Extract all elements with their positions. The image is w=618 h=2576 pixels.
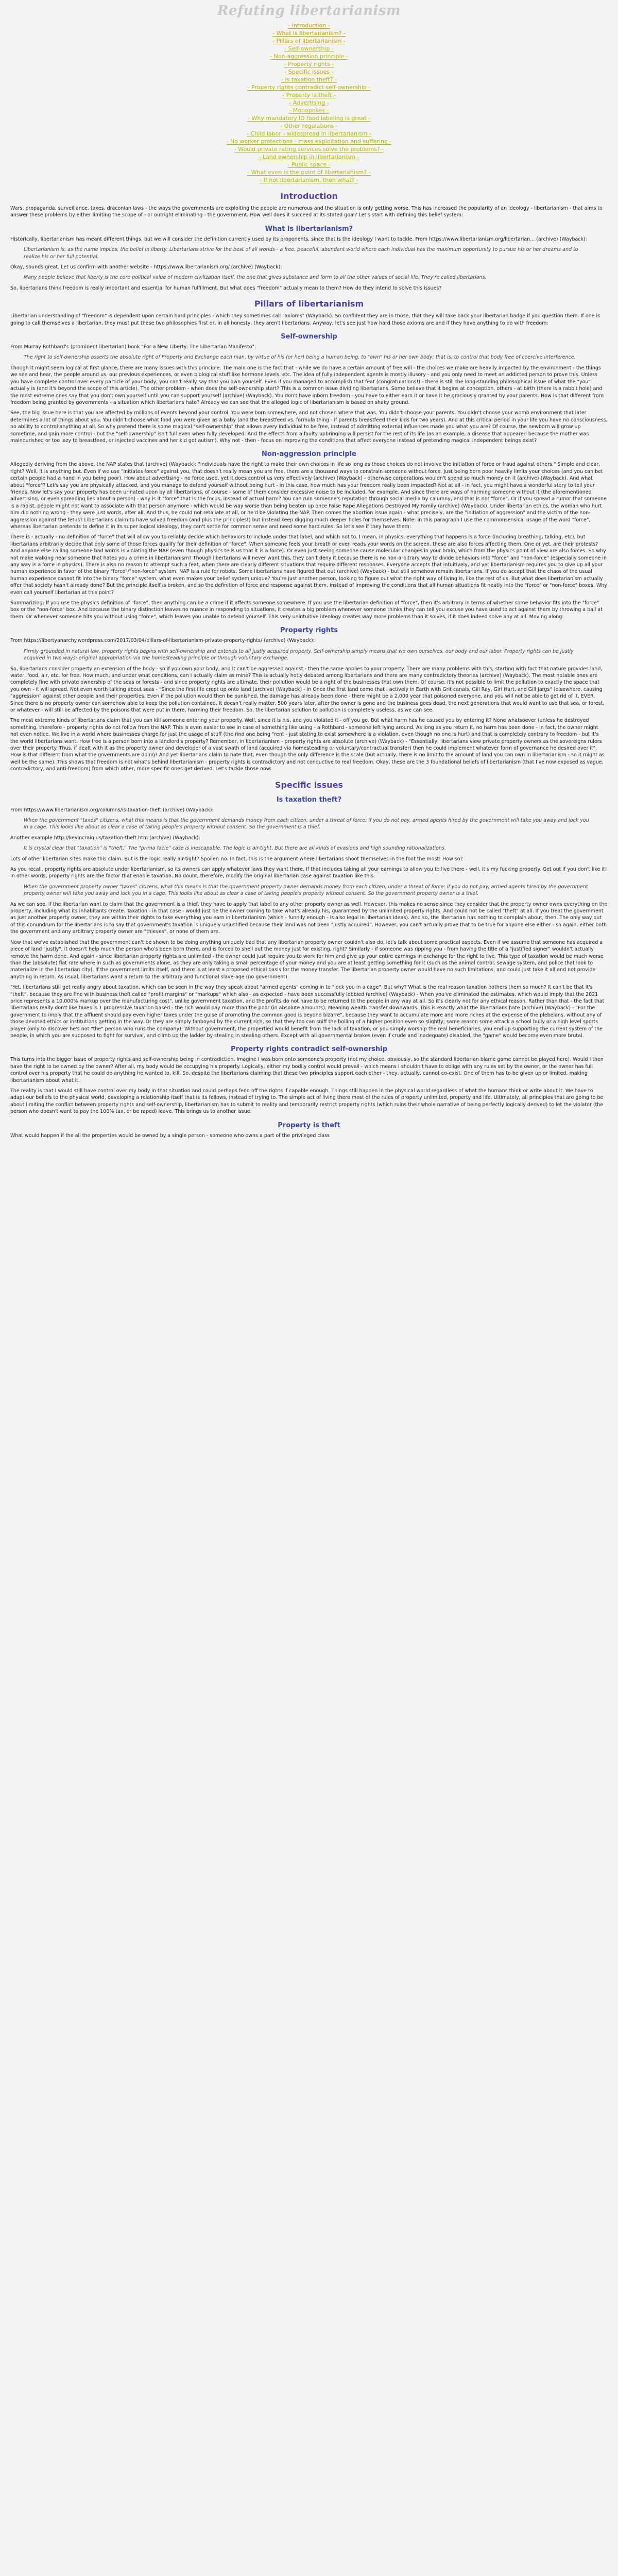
blockquote: When the government property owner "taxes" citizens, what this means is that the government property owner demands money from each citizen, under a threat of force: if you do not pay, armed agents hired by the government property owner will take you away and lock you in a cage. This looks like about as clear a case of taking people's property without consent. So the government property owner is a thief.: [24, 884, 588, 897]
paragraph: Lots of other libertarian sites make this claim. But is the logic really air-tight? Spoiler: no. In fact, this is the argument where libertarians shoot themselves in the foot the most! How so?: [10, 856, 463, 862]
toc-link[interactable]: - If not libertarianism, then what? -: [260, 177, 358, 183]
toc-link[interactable]: - What is libertarianism? -: [272, 30, 346, 37]
toc-link[interactable]: - Public space -: [287, 161, 331, 168]
blockquote: When the government "taxes" citizens, what this means is that the government demands money from each citizen, under a threat of force: if you do not pay, armed agents hired by the government will take you away and lock you in a cage. This looks like about as clear a case of taking people's property without consent. So the government is a thief.: [24, 818, 589, 831]
paragraph: Summarizing: If you use the physics definition of "force", then anything can be a crime if it affects someone somewhere. If you use the libertarian definition of "force", then it's arbitrary in terms of whether some behavior fits into the "force" box or the "non-force" box. And because the binary distinction leaves no nuance in responding to situations, it creates a big problem whenever someone thinks they can tell you excuse you have used to act against them by throwing a ball at them. Or whenever someone hits you without using "force", which leaves you unable to defend yourself. This very unintuitive ideology creates way more problems than it solves, if it does indeed solve any at all. Moving along:: [10, 600, 603, 620]
article-body: [10, 191, 608, 1139]
toc-link[interactable]: - Non-aggression principle -: [270, 53, 348, 60]
table-of-contents: [154, 22, 464, 184]
paragraph: So, libertarians consider property an extension of the body - so if you own your body, and it can't be aggressed against - then the same applies to your property. There are many problems with this, starting with fact that nature provides land, water, food, air, etc. for free. How much, and under what conditions, can I actually claim as mine? This is actually hotly debated among libertarians and there are many contradictory theories (archive) (Wayback). The most notable ones are completely fine with private ownership of the seas or forests - and since property rights are ultimate, their pollution would be a right of the businesses that own them. Of course, it's not possible to limit the pollution to exactly the space that you own - it will spread. Not even worth talking about seas - "Since the first life crept up onto land (archive) (Wayback) - in Once the first land come that I actively in Earth with Grit canals, Gill Ray, Girl Hart, and Gill Jargs" (elsewhere, causing "aggression" against other people and their properties. Even if the pollution would then be punished, the damage has already been done - there might be a 2,000 year that poisoned everyone, and you will not be able to get rid of it, EVER. Since there is no property owner can somehow able to keep the pollution contained, it doesn't really matter. 500 years later, after the owner is gone and the business goes dead, the next generations that would want to use that sea, or forest, or whatever - will still be affected by the poisons that were put in there, harming their freedom. So, the libertarian solution to pollution is completely useless, as we can see.: [10, 666, 605, 713]
paragraph: From Murray Rothbard's (prominent libertarian) book "For a New Liberty: The Libertarian Manifesto":: [10, 344, 256, 350]
paragraph: Allegedly deriving from the above, the NAP states that (archive) (Wayback): "individuals have the right to make their own choices in life so long as those choices do not involve the initiation of force or fraud against others." Simple and clear, right? Well, it is anything but. Even if we use "initiates force" against you, that doesn't really mean you are free, there are a thousand ways to constrain someone without force. Just being born poor heavily limits your choices (and you can bet certain people had a hand in you being poor). How about advertising - no force used, yet it does control us very effectively (archive) (Wayback) - otherwise corporations wouldn't spend so much money on it (archive) (Wayback). And what about "force"? Let's say you are physically attacked, and you manage to defend yourself without being hurt - in this case, how much has your freedom really been impacted? Not at all - in fact, you might have a wonderful story to tell your friends. Now let's say your property has been urinated upon by all libertarians, of course - some of them consider excessive noise to be included, for example. And since there are ways of harming someone without it (the aforementioned advertising, or even spreading lies about a person) - why is it "force" that is the focus, instead of actual harm? You can ruin someone's reputation through social media by calumny, and that is not "force". Or if you spread a rumor that someone is a rapist, people might not want to associate with that person anymore - which would be way worse than being beaten up once False Rape Allegations Destroyed My Family (archive) (Wayback). Under libertarian ethics, the woman who hurt him did nothing wrong - they were just words, after all. And thus, he could not retaliate at all, or he'd be violating the NAP. Then comes the abortion issue again - what precisely, are the "initiation of aggression" and the victim of the non-aggression against the fetus? Libertarians claim to have solved freedom (and plus the principles!) but instead keep digging much deeper holes for themselves. Note: in this paragraph I use the commonsensical usage of the word "force", whereas libertarian pretends to define it in its super logical ideology, they can't settle for common sense and need some hard rules. So let's see if they have them:: [10, 462, 607, 530]
paragraph: There is - actually - no definition of "force" that will allow you to reliably decide which behaviors to include under that label, and which not to. I mean, in physics, everything that happens is a force (including breathing, talking, etc), but libertarians arbitrarily decide that only some of those forces qualify for their definition of "force". When someone feels your breath or even reads your words on the screen, these are also forces affecting them. One or yet, are their protests? And anyone else calling someone bad words is violating the NAP (even though physics tells us that it is a force). Or even just seeing someone cause molecular changes in your brain, which from the physics point of view are also forces. So why not make walking near someone that hates you a crime in libertarianism? Though libertarians will never want this, they can't deny it because there is no non-arbitrary way to divide behaviors into "force" and "non-force" (especially someone in any way is a force in physics). There is also no reason to attempt such a feat, when there are clearly different situations that require different responses. Everyone accepts that intuitively, and yet libertarianism requires you to give up all your human experience in favor of the binary "force"/"non-force" system. NAP is a rule for robots. Some libertarians have figured that out (archive) (Wayback) - but still somehow remain libertarians. If you do accept that the chaos of the usual human experience cannot fit into the binary "force" system, what even makes your belief system unique? You're just another person, looking to figure out what the right way of living is, like the rest of us. But what does libertarianism actually offer that society hasn't already done? But the principle itself is broken, and so the definition of force and response against them, instead of improving the conditions that all human situations fit neatly into the "force" or "non-force" boxes. Why even call yourself libertarian at this point?: [10, 534, 607, 596]
section-title-property-is-theft: Property is theft: [278, 1121, 340, 1129]
paragraph: The reality is that I would still have control over my body in that situation and could perhaps fend off the rights if capable enough. Things still happen in the physical world regardless of what the humans think or write about it. We have to adapt our beliefs to the physical world, developing a relationship itself that is its fellows, instead of trying to. The simple act of living there most of the rules of property unlimited, property and life. Ultimately, all principles that are going to be about limiting the conflict between property rights and self-ownership, libertarianism has to submit to reality and temporarily restrict property rights (which ruins their whole narrative of being perfectly logically derived) to let the violator (the person who doesn't want to pay the 100% tax, or be raped) leave. This brings us to another issue:: [10, 1088, 604, 1115]
section-title-non-aggression: Non-aggression principle: [262, 450, 356, 459]
paragraph: Now that we've established that the government can't be shown to be doing anything uniquely bad that any libertarian property owner couldn't also do, let's talk about some practical aspects. Even if we assume that someone has acquired a piece of land "justly", it doesn't help much the person who's been born there, and is forced to shell out the money just for existing, right? Similarly - if someone was ripping you - from having the title of a "justified signer" wouldn't actually remove the harm done. And again - since libertarian property rights are unlimited - the owner could just require you to work for him and give up your entire earnings in exchange for the right to live. This type of taxation would be much worse than the (absolute) flat rate where in such as governments alone, as they are only taking a small percentage of your money and you are at least getting something for it (such as the animal control, sewage system, and police that look to materialize in the libertarian city). If the government limits itself, and there is at least a proposed ethical basis for the money transfer. The libertarian property owner would have no such limitations, and could just take it all and not provide anything in return. As usual, libertarians want a return to the arbitrary and functional slave-age (no government).: [10, 939, 604, 980]
toc-link[interactable]: - Child labor - widespread in libertarianism -: [247, 130, 371, 137]
section-title-taxation: Is taxation theft?: [276, 795, 342, 804]
blockquote: It is crystal clear that "taxation" is "theft." The "prima facie" case is inescapable. The logic is air-tight. But there are all kinds of evasions and high sounding rationalizations.: [24, 845, 446, 852]
paragraph: Okay, sounds great. Let us confirm with another website - https://www.libertarianism.org/ (archive) (Wayback):: [10, 264, 282, 270]
toc-link[interactable]: - Why mandatory ID food labeling is great -: [247, 115, 370, 122]
toc-link[interactable]: - Property rights -: [284, 61, 334, 67]
toc-link[interactable]: - Is taxation theft? -: [281, 76, 337, 83]
paragraph: From https://www.libertarianism.org/columns/is-taxation-theft (archive) (Wayback):: [10, 807, 214, 813]
paragraph: Though it might seem logical at first glance, there are many issues with this principle. The main one is the fact that - while we do have a certain amount of free will - the choices we make are heavily impacted by the environment - the things we see and hear, the people around us, our previous experiences, or even biological stuff like hormone levels, etc. The idea of fully independent agents is mostly illusory - and you only need to meet an addicted person to prove this. Unless you have complete control over every particle of your body, you can't really say that you own yourself. Even if you managed to accomplish that feat (congratulations!) - there is still the long-standing philosophical issue of what the "you" actually is (and it's beyond the scope of this article). The other problem - when does the self-ownership start? This is a common issue dividing libertarians. Some believe that it begins at conception, others - at birth (there is a rabbit hole) and the most extreme ones say that you don't own yourself until you can support yourself (archive) (Wayback). You don't have inborn freedom - you have to either earn it or have it be graciously granted by your parents. How is that different from freedom being granted by governments - a situation which libertarians hate? Already we can see that the alleged logic of libertarianism is based on shaky ground.: [10, 365, 604, 405]
toc-link[interactable]: - Introduction -: [288, 22, 330, 29]
paragraph: Libertarian understanding of "freedom" is dependent upon certain hard principles - which they sometimes call "axioms" (Wayback). So confident they are in those, that they will take back your libertarian badge if you question them. If one is going to call themselves a libertarian, they must put these two philosophies first or, in all honesty, they aren't libertarians. Anyway, let's see just how hard those axioms are and if they have anything to do with freedom:: [10, 313, 600, 326]
paragraph: What would happen if the all the properties would be owned by a single person - someone who owns a part of the privileged class: [10, 1132, 330, 1139]
section-title-pillars: Pillars of libertarianism: [254, 299, 364, 309]
toc-link[interactable]: - Monopolies -: [289, 107, 329, 114]
paragraph: The most extreme kinds of libertarians claim that you can kill someone entering your property. Well, since it is his, and you violated it - off you go. But what harm has he caused you by entering it? None whatsoever (unless he destroyed something, therefore - property rights do not follow from the NAP. This is even easier to see in case of something like using - a Rothbard - someone left lying around. As long as you return it, no harm has been done - in fact, the owner might not even notice. We live in a world where businesses charge for just the usage of stuff (the rind one being "rent - just stating to exist somewhere is a violation, even though no one is hurt) and that is completely contrary to freedom - but it's the world libertarians want. How free is a person born into a landlord's property? Remember, in libertarianism - property rights are absolute (archive) (Wayback) - "Essentially, libertarians view private property owners as the sovereigns rulers over their property. Thus, if dealt with it as the property owner and developer of a vast swath of land (acquired via homesteading or voluntary/contractual transfer) then he could implement whatever form of governance he desired over it". How is that different from what the governments are doing? And yet libertarians claim to hate that, even though the only difference is the scale (but actually, there is no limit to the amount of land you can own in libertarianism - so it might as well be the same). This shows that freedom is not what's behind libertarianism - property rights is contradictory and not conductive to real freedom. Okay, these are the 3 foundational beliefs of libertarianism (that I've now exposed as vague, contradictory, and anti-freedom) from which other, more specific ones get derived. Let's tackle those now:: [10, 718, 605, 772]
site-header: [0, 0, 618, 184]
toc-link[interactable]: - Advertising -: [289, 99, 329, 106]
paragraph: This turns into the bigger issue of property rights and self-ownership being in contradiction. Imagine I was born onto someone's property (not my choice, obviously, so the standard libertarian blame game cannot be played here). Would I then have the right to be owned by the owner? After all, my body would be occupying his property. Logically, either my bodily control would prevail - which means I shouldn't have to oblige with any rules set by the owner, or the owner has full control over his property that he could do anything he wanted to, kill, So, despite the libertarians claiming that these two principles support each other - they, actually, cannot co-exist. One of them has to be given up or limited, making libertarianism about what it.: [10, 1057, 604, 1083]
site-title: Refuting libertarianism: [217, 3, 401, 19]
paragraph: "Yet, libertarians still get really angry about taxation, which can be seen in the way they speak about "armed agents" coming in to "lock you in a cage". But why? What is the real reason taxation bothers them so much? It can't be that it's "theft", because they are fine with business theft called "profit margins" or "markups" which also - as expected - have been successfully lobbied (archive) (Wayback) - When you've eliminated the estimates, which would imply that the 2021 price represents a 10,000% markup over the manufacturing cost", unlike government taxation, and the profits do not have to be returned to the people in any way at all. So it's clearly not for any ethical reason. Rather than that - the fact that libertarians really don't like taxes is 1 progressive taxation based - the rich would pay more than the poor (in absolute amounts). Meaning wealth transfer downwards. This is exactly what the libertarians hate (archive) (Wayback) - "For the government to imply that the affluent should pay even higher taxes under the guise of promoting the common good is beyond bizarre", because they want to accumulate more and more riches at the expense of the plebeians, without any of those devoted ethics or institutions getting in the way. Or they are simply fanboyed by the current rich, so that they too can sniff the boiling of a higher position even so slightly; same reason some attack a school bully or a high level sports player (only to discover he's not "the" person who runs the company). Without government, the propertied would benefit from the lack of taxation, or you simply worship the real beneficiaries, you end up supporting the current system of the people, in which you are supposed to fight for survival, and climb up the ladder by stealing in stealing others. Except with all governmental brakes (even if crude and inadequate) disabled, the "game" would become even more brutal.: [10, 985, 605, 1039]
section-title-what-is-libertarianism: What is libertarianism?: [265, 225, 353, 233]
paragraph: As you recall, property rights are absolute under libertarianism, so its owners can apply whatever laws they want there. If that includes taking all your earnings to allow you to live there - well, it's my fucking property. Get out if you don't like it! In other words, property rights are the factor that enable taxation. No doubt, therefore, modify the original libertarian case against taxation like this:: [10, 867, 607, 879]
toc-link[interactable]: - Pillars of libertarianism -: [272, 38, 346, 44]
toc-link[interactable]: - Would private rating services solve the problems? -: [234, 146, 384, 152]
section-title-property-contradict: Property rights contradict self-ownership: [230, 1045, 388, 1054]
section-title-property-rights: Property rights: [280, 626, 338, 635]
toc-link[interactable]: - Specific issues -: [284, 69, 334, 75]
blockquote: The right to self-ownership asserts the absolute right of Property and Exchange each man, by virtue of his (or her) being a human being, to "own" his or her own body; that is, to control that body free of coercive interference.: [24, 354, 576, 361]
paragraph: Another example http://kevincraig.us/taxation-theft.htm (archive) (Wayback):: [10, 835, 200, 841]
blockquote: Many people believe that liberty is the core political value of modern civilization itself, the one that gives substance and form to all the other values of social life. They're called libertarians.: [24, 275, 487, 281]
blockquote: Firmly grounded in natural law, property rights begins with self-ownership and extends to all justly acquired property. Self-ownership simply means that we own ourselves, our body and our labor. Property rights can be justly acquired in two ways: original appropriation via the homesteading principle or through voluntary exchange.: [24, 648, 574, 662]
paragraph: Wars, propaganda, surveillance, taxes, draconian laws - the ways the governments are exploiting the people are numerous and the situation is only getting worse. This has increased the popularity of an ideology - libertarianism - that aims to answer these problems by either limiting the scope of - or outright eliminating - the government. How well does it succeed at its stated goal? Let's start with defining this belief system:: [10, 206, 603, 218]
paragraph: Historically, libertarianism has meant different things, but we will consider the definition currently used by its proponents, since that is the ideology I want to tackle. From https://www.libertarianism.org/libertarian... (archive) (Wayback):: [10, 236, 587, 242]
toc-link[interactable]: - Land ownership in libertarianism -: [259, 154, 359, 160]
toc-link[interactable]: - Property is theft -: [282, 92, 336, 98]
toc-link[interactable]: - Self-ownership -: [284, 45, 334, 52]
toc-link[interactable]: - Other regulations -: [280, 123, 338, 129]
paragraph: As we can see, if the libertarian want to claim that the government is a thief, they have to apply that label to any other property owner as well. However, this makes no sense since they consider that the property owner owns everything on the property, including what its inhabitants create. Taxation - in that case - would just be the owner coming to take what's already his, guaranteed by the unlimited property rights. And could not be called "theft" at all. If you treat the government as just another property owner, they are within their rights to take everything you earn in libertarianism (which - funnily enough - is also legal in libertarian ideas). And so, the libertarian has nothing to complain about, then. The only way out of this conundrum for the libertarians is to say that government's taxation is uniquely unjustified because their land was not been "justly acquired". However, you can't actually prove that to be true for anyone else either - so again, either both the government and any arbitrary property owner are "thieves", or none of them are.: [10, 901, 608, 935]
paragraph: From https://libertyanarchy.wordpress.com/2017/03/04/pillars-of-libertarianism-private-property-rights/ (archive) (Wayback):: [10, 638, 315, 644]
toc-link[interactable]: - Property rights contradict self-ownership -: [247, 84, 371, 91]
toc-link[interactable]: - What even is the point of libertarianism? -: [247, 169, 371, 176]
section-title-introduction: Introduction: [280, 191, 338, 201]
section-title-self-ownership: Self-ownership: [281, 333, 337, 341]
paragraph: So, libertarians think freedom is really important and essential for human fulfillment. But what does "freedom" actually mean to them? How do they intend to solve this issues?: [10, 285, 442, 291]
paragraph: See, the big issue here is that you are affected by millions of events beyond your control. You were born somewhere, and not chosen where that was. You didn't choose your parents. You didn't choose your womb environment that later determines a lot of things about you. You didn't choose what food you were given as a baby (and the breastfeed vs. formula thing - if parents breastfeed their kids for two years). And at this critical period in your life you have no consciousness, no ability to control anything at all. So why pretend there is some magical "self-ownership" that allows every individual to be free, instead of admitting external influences made you what you are? Of course, the newborn will grow up sometime, and gain more control - but the "self-ownership" isn't full even when fully developed. And the effects from a faulty upbringing will persist for the rest of its life (as an example, a disease that appeared because the mother was malnourished or too lazy to breastfeed, or injected vaccines and her kid got autism). Why not - then - focus on improving the conditions that affect everyone instead of pretending magical independent beings exist?: [10, 410, 608, 444]
section-title-specific-issues: Specific issues: [274, 779, 343, 790]
blockquote: Libertarianism is, as the name implies, the belief in liberty. Libertarians strive for the best of all worlds - a free, peaceful, abundant world where each individual has the maximum opportunity to pursue his or her dreams and to realize his or her full potential.: [24, 247, 578, 260]
toc-link[interactable]: - No worker protections - mass exploitation and suffering -: [226, 138, 392, 145]
